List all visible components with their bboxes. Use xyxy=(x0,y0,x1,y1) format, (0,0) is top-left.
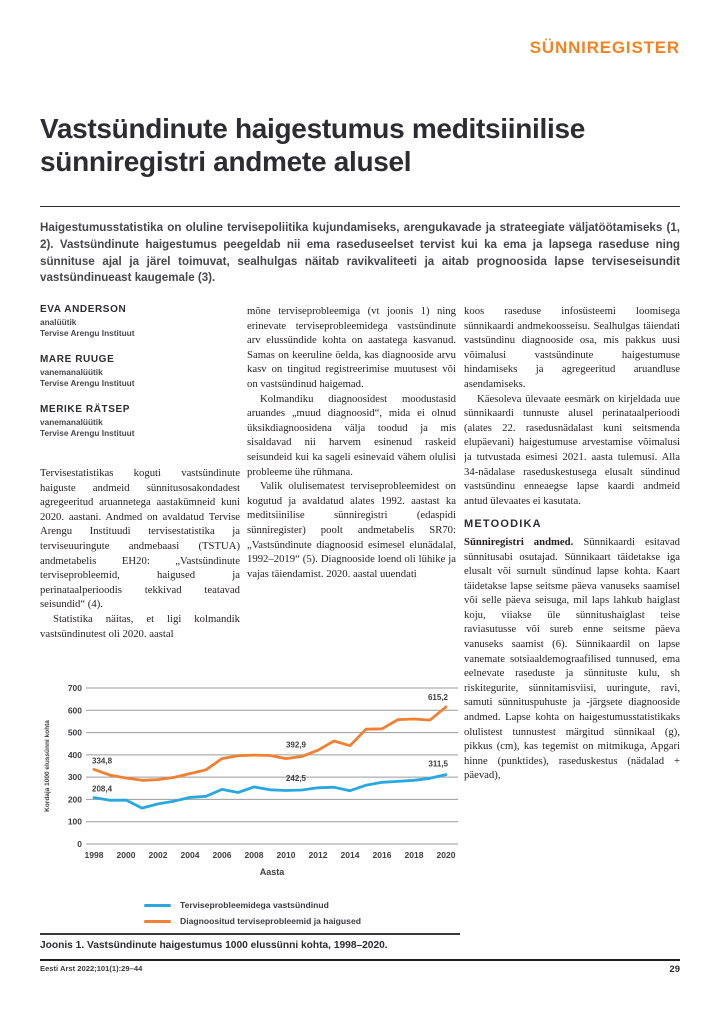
figure-caption: Joonis 1. Vastsündinute haigestumus 1000 elussünni kohta, 1998–2020. xyxy=(40,940,388,951)
section-label: SÜNNIREGISTER xyxy=(529,38,680,57)
legend-swatch-blue xyxy=(144,904,171,907)
svg-text:392,9: 392,9 xyxy=(285,740,307,750)
svg-text:311,5: 311,5 xyxy=(428,759,448,769)
svg-text:2018: 2018 xyxy=(404,850,424,860)
svg-text:2000: 2000 xyxy=(116,850,136,860)
paragraph: Käesoleva ülevaate eesmärk on kirjeldada uue sünnikaardi tunnuste alusel perinataalperioodi (alates 22. rasedusnädalast kuni seitsmenda elupäevani) haigestumuse arvestamise võimalusi ja tutvustada esimesi 2021. aasta tulemusi. Alla 34-nädalase raseduskestusega elusalt sündinud vastsündinu enneaegse lapse kaardi andmeid antud ülevaates ei kasutata. xyxy=(464,392,680,507)
lead-paragraph: Haigestumusstatistika on oluline tervisepoliitika kujundamiseks, arengukavade ja strateegiate väljatöötamiseks (1, 2). Vastsündinute haigestumus peegeldab nii ema raseduseelset tervist kui ka ema ja lapsega raseduse ning sünnituse ajal ja järel toimuvat, sealhulgas näitab ravikvaliteeti ja aitab prognoosida lapse terviseseisundit vastsündinueast kaugemale (3). xyxy=(40,221,680,285)
body-column-left xyxy=(40,466,240,678)
section-heading-metoodika: METOODIKA xyxy=(464,518,542,531)
svg-text:2008: 2008 xyxy=(244,850,264,860)
svg-text:2016: 2016 xyxy=(372,850,392,860)
legend-item xyxy=(144,916,460,926)
author-affiliation: Tervise Arengu Instituut xyxy=(40,428,135,438)
paragraph-text: Sünnikaardi esitavad sünnitusabi osutajad. Sünnikaart täidetakse iga elusalt või surnult sündinud lapse kohta. Kaart täidetakse lapse seitsme päeva vanuseks saamisel või selle päeva seisuga, mil laps lahkub haiglast koju, viiakse üle sünnitushaiglast teise raviasutusse või sureb enne seitsme päeva vanuseks saamist (6). Sünnikaardil on lapse vanemate sotsiaaldemograafilised tunnused, ema eelnevate raseduste ja sünnituste kulu, sh riskitegurite, sünnitamisviisi, uuringute, ravi, samuti sünnituspuhuste ja -järgsete diagnooside andmed. Lapse kohta on haigestumusstatistikaks olulistest tunnustest märgitud sünnikaal (g), pikkus (cm), kas tegemist on mitmikuga, Apgari hinne (punktides), raseduskestus (nädalad + päevad), xyxy=(464,535,680,782)
author-name: MARE RUUGE xyxy=(40,354,115,365)
svg-text:2014: 2014 xyxy=(340,850,360,860)
title-divider xyxy=(40,206,680,207)
paragraph: koos raseduse infosüsteemi loomisega sünnikaardi andmekoosseisu. Sealhulgas täiendati vastsündinu diagnooside osa, mis pakkus uusi võimalusi vastsündinute haigestumuse hindamiseks ja agregeeritud aruandluse asendamiseks. xyxy=(464,305,680,390)
body-column-middle xyxy=(247,304,456,680)
figure-divider xyxy=(40,933,460,935)
author-name: MERIKE RÄTSEP xyxy=(40,404,131,415)
paragraph xyxy=(464,535,680,783)
svg-text:1998: 1998 xyxy=(84,850,104,860)
svg-text:300: 300 xyxy=(67,772,82,783)
paragraph: mõne terviseprobleemiga (vt joonis 1) ning erinevate terviseprobleemidega vastsündinute arv elussündide kohta on aastatega kasvanud. Samas on keeruline öelda, kas diagnooside arvu kasv on tingitud registreerimise muutusest või on vastsündinud haigemad. xyxy=(247,305,456,390)
paragraph: Statistika näitas, et ligi kolmandik vastsündinutest oli 2020. aastal xyxy=(40,612,240,640)
svg-text:2010: 2010 xyxy=(276,850,296,860)
svg-text:2012: 2012 xyxy=(308,850,328,860)
footer-citation: Eesti Arst 2022;101(1):29–44 xyxy=(40,964,143,973)
author-affiliation: Tervise Arengu Instituut xyxy=(40,378,135,388)
author-name: EVA ANDERSON xyxy=(40,304,127,315)
svg-text:600: 600 xyxy=(67,705,82,716)
svg-text:242,5: 242,5 xyxy=(285,773,307,783)
author-role: analüütik xyxy=(40,317,77,327)
page-footer xyxy=(40,959,680,975)
svg-text:334,8: 334,8 xyxy=(92,756,113,766)
svg-text:200: 200 xyxy=(67,794,82,805)
line-chart xyxy=(40,676,460,896)
paragraph-lead-in: Sünniregistri andmed. xyxy=(464,535,574,548)
author-affiliation: Tervise Arengu Instituut xyxy=(40,328,135,338)
svg-text:615,2: 615,2 xyxy=(427,692,448,702)
author xyxy=(40,304,240,339)
chart-legend xyxy=(144,900,460,926)
svg-text:0: 0 xyxy=(77,839,82,849)
legend-item xyxy=(144,900,460,910)
svg-text:2004: 2004 xyxy=(180,850,200,860)
article-title: Vastsündinute haigestumus meditsiinilise sünniregistri andmete alusel xyxy=(40,113,586,177)
svg-text:Aasta: Aasta xyxy=(259,867,285,877)
svg-text:2020: 2020 xyxy=(436,850,456,860)
svg-text:2006: 2006 xyxy=(212,850,232,860)
legend-swatch-orange xyxy=(144,920,171,923)
author-role: vanemanalüütik xyxy=(40,367,103,377)
legend-label: Diagnoositud terviseprobleemid ja haigused xyxy=(180,916,361,926)
svg-text:208,4: 208,4 xyxy=(92,784,113,794)
author xyxy=(40,404,240,439)
svg-text:2002: 2002 xyxy=(148,850,168,860)
author xyxy=(40,354,240,389)
svg-text:Kordaja 1000 elussünni kohta: Kordaja 1000 elussünni kohta xyxy=(44,720,51,812)
svg-text:500: 500 xyxy=(67,727,82,738)
page-number: 29 xyxy=(669,964,680,975)
author-role: vanemanalüütik xyxy=(40,417,103,427)
paragraph: Tervisestatistikas koguti vastsündinute haiguste andmeid sünnitusosakondadest agregeeritud aruannetega aastakümneid kuni 2020. aastani. Andmed on avaldatud Tervise Arengu Instituudi tervisestatistika ja terviseuuringute andmebaasi (TSTUA) andmetabelis EH20: „Vastsündinute terviseprobleemid, haigused ja perinataalperioodis tekkivad teatavad seisundid“ (4). xyxy=(40,467,240,611)
svg-text:100: 100 xyxy=(67,816,82,827)
svg-text:700: 700 xyxy=(67,683,82,693)
svg-text:400: 400 xyxy=(67,749,82,760)
body-column-right xyxy=(464,304,680,960)
figure-1 xyxy=(40,676,460,951)
legend-label: Terviseprobleemidega vastsündinud xyxy=(180,900,329,910)
paragraph: Kolmandiku diagnoosidest moodustasid aruandes „muud diagnoosid“, mida ei olnud üksikdiagnoosidena välja toodud ja mis sisaldavad nii harvem esinenud raskeid seisundeid kui ka sageli esinevaid vähem olulisi probleeme ühe rühmana. xyxy=(247,392,456,478)
author-block xyxy=(40,304,240,454)
paragraph: Valik olulisematest terviseprobleemidest on kogutud ja avaldatud alates 1992. aastast ka meditsiinilise sünniregistri (edaspidi sünniregister) poolt andmetabelis SR70: „Vastsündinute diagnoosid esimesel elunädalal, 1992–2019“ (5). Diagnooside loend oli lühike ja vajas täiendamist. 2020. aastal uuendati xyxy=(247,480,456,580)
